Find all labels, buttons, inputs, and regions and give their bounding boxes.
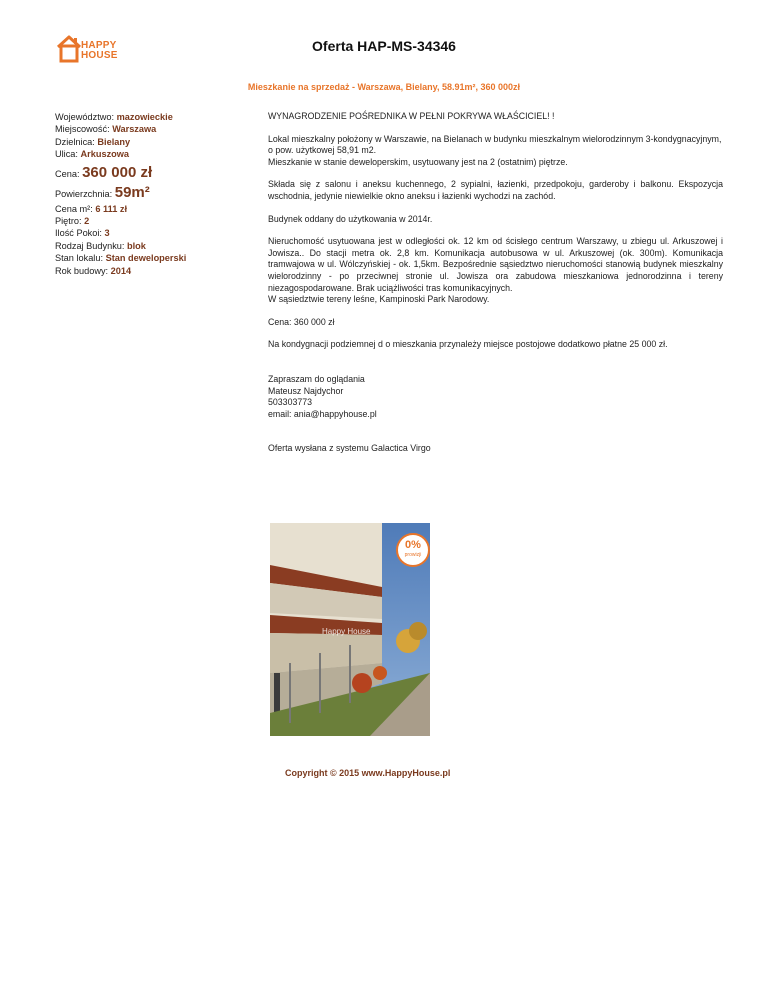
- description-line: Nieruchomość usytuowana jest w odległości ok. 12 km od ścisłego centrum Warszawy, u zbiegu ul. Arkuszowej i Jowisza.. Do stacji metra ok. 2,8 km. Komunikacja autobusowa w ul. Arkuszowej (ok. 300m). Komunikacja tramwajowa w ul. Wólczyńskiej - ok. 1,5km. Bezpośrednie sąsiedztwo nieruchomości stanowią budynek mieszkalny wielorodzinny - po przeciwnej stronie ul. Jowisza ora zabudowa mieszkaniowa jednorodzinna i tereny niezagospodarowane. Brak uciążliwości tras komunikacyjnych.: [268, 236, 723, 293]
- detail-row-pokoje: [55, 227, 255, 239]
- detail-row-ulica: [55, 148, 255, 160]
- contact-email: email: ania@happyhouse.pl: [268, 408, 377, 419]
- description-paragraph: Budynek oddany do użytkowania w 2014r.: [268, 213, 433, 224]
- detail-label: Województwo:: [55, 112, 117, 122]
- contact-name: Mateusz Najdychor: [268, 385, 344, 396]
- detail-value: 2: [84, 216, 90, 227]
- detail-row-rok: [55, 265, 255, 277]
- description-line: Mieszkanie w stanie deweloperskim, usytuowany jest na 2 (ostatnim) piętrze.: [268, 156, 568, 167]
- detail-value: 3: [104, 228, 110, 239]
- description-paragraph: Na kondygnacji podziemnej d o mieszkania przynależy miejsce postojowe dodatkowo płatne 25 000 zł.: [268, 339, 668, 350]
- detail-label: Ilość Pokoi:: [55, 228, 105, 239]
- detail-value: 6 111 zł: [95, 203, 128, 214]
- detail-row-miejscowosc: [55, 123, 255, 135]
- description-paragraph: [268, 236, 723, 306]
- detail-label: Rodzaj Budynku:: [55, 240, 128, 251]
- detail-row-dzielnica: [55, 136, 255, 148]
- commission-badge: [396, 533, 430, 567]
- copyright: Copyright © 2015 www.HappyHouse.pl: [285, 768, 451, 778]
- system-note: Oferta wysłana z systemu Galactica Virgo: [268, 443, 431, 454]
- offer-subtitle: Mieszkanie na sprzedaż - Warszawa, Bielany, 58.91m², 360 000zł: [247, 82, 521, 92]
- description-line: Lokal mieszkalny położony w Warszawie, na Bielanach w budynku mieszkalnym wielorodzinnym 3-kondygnacyjnym, o pow. użytkowej 58,91 m2.: [268, 133, 722, 156]
- detail-value: Bielany: [97, 136, 131, 147]
- contact-line: Zapraszam do oglądania: [268, 373, 365, 384]
- detail-value-price: 360 000 zł: [82, 163, 153, 181]
- description-paragraph: WYNAGRODZENIE POŚREDNIKA W PEŁNI POKRYWA WŁAŚCICIEL! !: [268, 111, 555, 121]
- detail-row-wojewodztwo: [55, 111, 255, 123]
- badge-label: prowizji: [404, 552, 422, 558]
- description-line: W sąsiedztwie tereny leśne, Kampinoski Park Narodowy.: [268, 294, 490, 305]
- detail-row-powierzchnia: [55, 183, 255, 203]
- detail-row-budynek: [55, 240, 255, 252]
- detail-label: Powierzchnia:: [55, 188, 115, 199]
- badge-percent: 0%: [405, 539, 421, 551]
- logo-word-happy: HAPPY: [81, 40, 117, 51]
- logo-word-house: HOUSE: [81, 50, 118, 61]
- detail-label: Cena m²:: [55, 203, 96, 214]
- description-price: Cena: 360 000 zł: [268, 316, 335, 327]
- detail-label: Dzielnica:: [55, 136, 98, 147]
- contact-block: [268, 374, 723, 420]
- detail-label: Cena:: [55, 168, 83, 179]
- detail-value-area: 59m²: [114, 183, 150, 201]
- detail-row-cena: [55, 163, 255, 183]
- offer-description: [268, 111, 723, 466]
- contact-phone: 503303773: [268, 397, 313, 408]
- detail-value: 2014: [110, 265, 132, 276]
- detail-value: mazowieckie: [116, 112, 173, 122]
- description-paragraph: Składa się z salonu i aneksu kuchennego, 2 sypialni, łazienki, przedpokoju, garderoby i balkonu. Ekspozycja wschodnia, jedynie niewielkie okno aneksu i łazienki wychodzi na zachód.: [268, 179, 723, 201]
- detail-value: Stan deweloperski: [105, 253, 187, 264]
- detail-row-cena-m2: [55, 203, 255, 215]
- detail-row-stan: [55, 252, 255, 264]
- offer-title: Oferta HAP-MS-34346: [312, 38, 456, 54]
- detail-value: blok: [127, 240, 146, 251]
- detail-label: Stan lokalu:: [55, 253, 106, 264]
- description-paragraph: [268, 134, 723, 169]
- detail-value: Warszawa: [112, 124, 157, 135]
- detail-row-pietro: [55, 215, 255, 227]
- detail-label: Ulica:: [55, 149, 81, 160]
- property-details: [55, 111, 255, 277]
- detail-value: Arkuszowa: [80, 149, 130, 160]
- detail-label: Piętro:: [55, 216, 85, 227]
- photo-watermark: Happy House: [322, 627, 371, 636]
- detail-label: Miejscowość:: [55, 124, 113, 135]
- detail-label: Rok budowy:: [55, 265, 111, 276]
- property-photo: [270, 523, 430, 736]
